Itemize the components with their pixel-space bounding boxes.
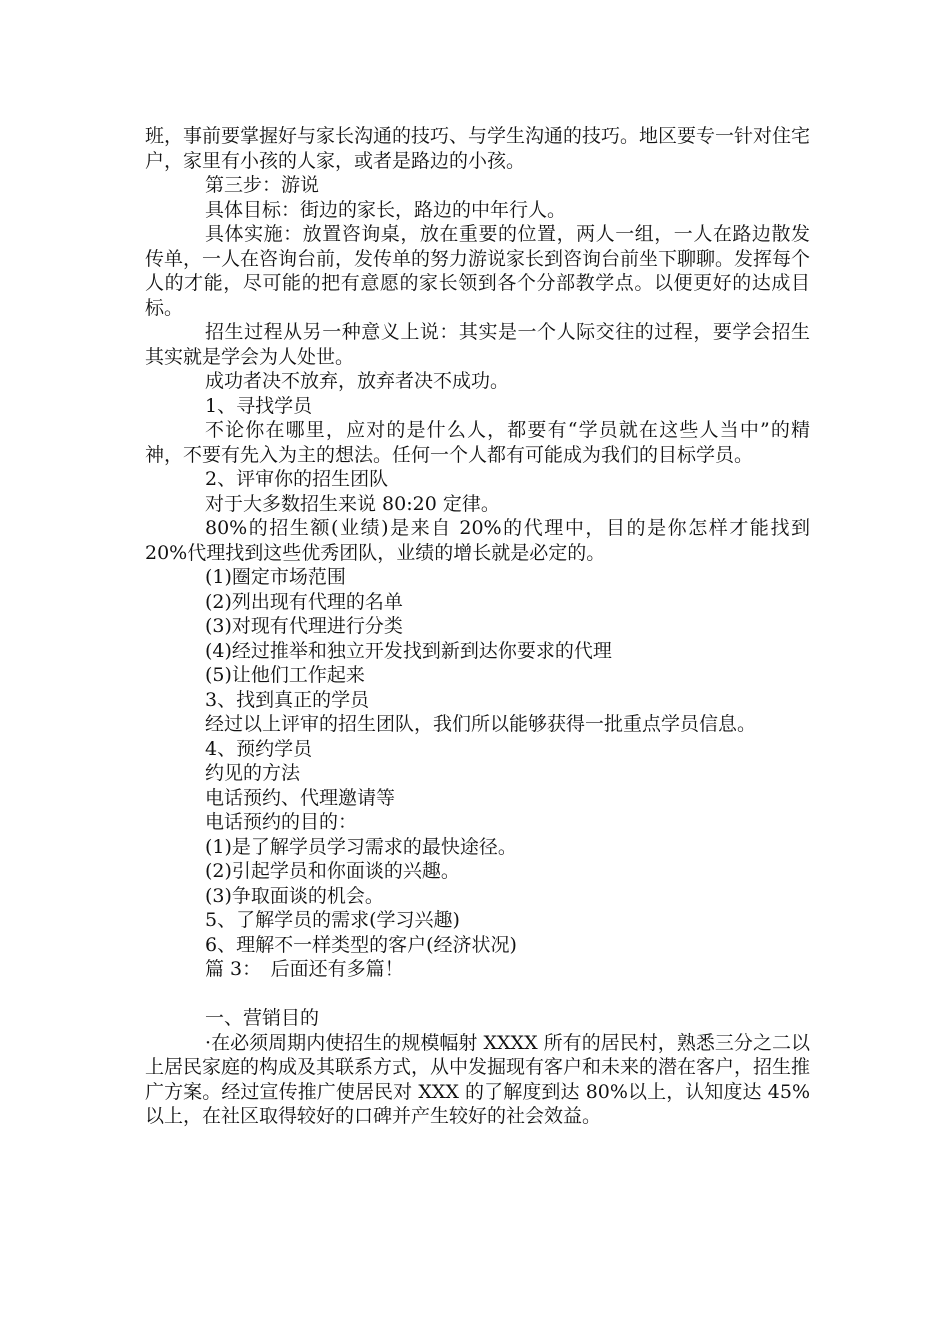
heading-part-three: 篇 3： 后面还有多篇！ bbox=[205, 958, 404, 980]
list-item: (1)是了解学员学习需求的最快途径。 bbox=[205, 835, 517, 858]
paragraph-marketing-goal: ·在必须周期内使招生的规模幅射 XXXX 所有的居民村，熟悉三分之二以上居民家庭的构成及其联系方式，从中发掘现有客户和未来的潜在客户，招生推广方案。经过宣传推广使居民对 XXX 的了解度到达 80%以上，认知度达 45%以上，在社区取得较好的口碑并产生较好的社会效益。 bbox=[145, 1031, 811, 1127]
list-item: (3)争取面谈的机会。 bbox=[205, 884, 384, 907]
document-body bbox=[145, 124, 810, 1129]
list-item: (1)圈定市场范围 bbox=[205, 566, 346, 588]
paragraph-continuation: 班，事前要掌握好与家长沟通的技巧、与学生沟通的技巧。地区要专一针对住宅户，家里有小孩的人家，或者是路边的小孩。 bbox=[145, 125, 811, 172]
paragraph-motto: 成功者决不放弃，放弃者决不成功。 bbox=[205, 370, 510, 392]
list-item: (2)列出现有代理的名单 bbox=[205, 590, 403, 613]
list-item: (4)经过推举和独立开发找到新到达你要求的代理 bbox=[205, 639, 612, 662]
list-item: (2)引起学员和你面谈的兴趣。 bbox=[205, 860, 460, 882]
paragraph-enrollment-process: 招生过程从另一种意义上说：其实是一个人际交往的过程，要学会招生其实就是学会为人处世。 bbox=[145, 321, 810, 368]
list-item: (5)让他们工作起来 bbox=[205, 664, 365, 686]
paragraph-implementation: 具体实施：放置咨询桌，放在重要的位置，两人一组，一人在路边散发传单，一人在咨询台前，发传单的努力游说家长到咨询台前坐下聊聊。发挥每个人的才能，尽可能的把有意愿的家长领到各个分部教学点。以便更好的达成目标。 bbox=[145, 223, 811, 319]
heading-student-needs: 5、了解学员的需求(学习兴趣) bbox=[205, 909, 460, 931]
paragraph-find-students: 不论你在哪里，应对的是什么人，都要有“学员就在这些人当中”的精神，不要有先入为主的想法。任何一个人都有可能成为我们的目标学员。 bbox=[145, 419, 810, 466]
heading-customer-types: 6、理解不一样类型的客户(经济状况) bbox=[205, 933, 517, 956]
paragraph-80-percent: 80%的招生额(业绩)是来自 20%的代理中，目的是你怎样才能找到 20%代理找到这些优秀团队，业绩的增长就是必定的。 bbox=[145, 517, 810, 564]
paragraph-meeting-methods: 约见的方法 bbox=[205, 762, 301, 784]
paragraph-80-20-rule: 对于大多数招生来说 80:20 定律。 bbox=[205, 492, 500, 515]
list-item: (3)对现有代理进行分类 bbox=[205, 615, 403, 637]
heading-marketing-goal: 一、营销目的 bbox=[205, 1007, 320, 1029]
heading-book-students: 4、预约学员 bbox=[205, 737, 313, 760]
paragraph-target: 具体目标：街边的家长，路边的中年行人。 bbox=[205, 198, 567, 221]
heading-real-students: 3、找到真正的学员 bbox=[205, 688, 370, 711]
heading-find-students: 1、寻找学员 bbox=[205, 394, 313, 417]
paragraph-real-students: 经过以上评审的招生团队，我们所以能够获得一批重点学员信息。 bbox=[205, 713, 757, 735]
paragraph-phone-invite: 电话预约、代理邀请等 bbox=[205, 786, 396, 809]
paragraph-phone-purpose: 电话预约的目的： bbox=[205, 811, 358, 833]
heading-step-three: 第三步：游说 bbox=[205, 174, 320, 196]
heading-review-team: 2、评审你的招生团队 bbox=[205, 468, 389, 490]
blank-line bbox=[145, 982, 810, 1007]
